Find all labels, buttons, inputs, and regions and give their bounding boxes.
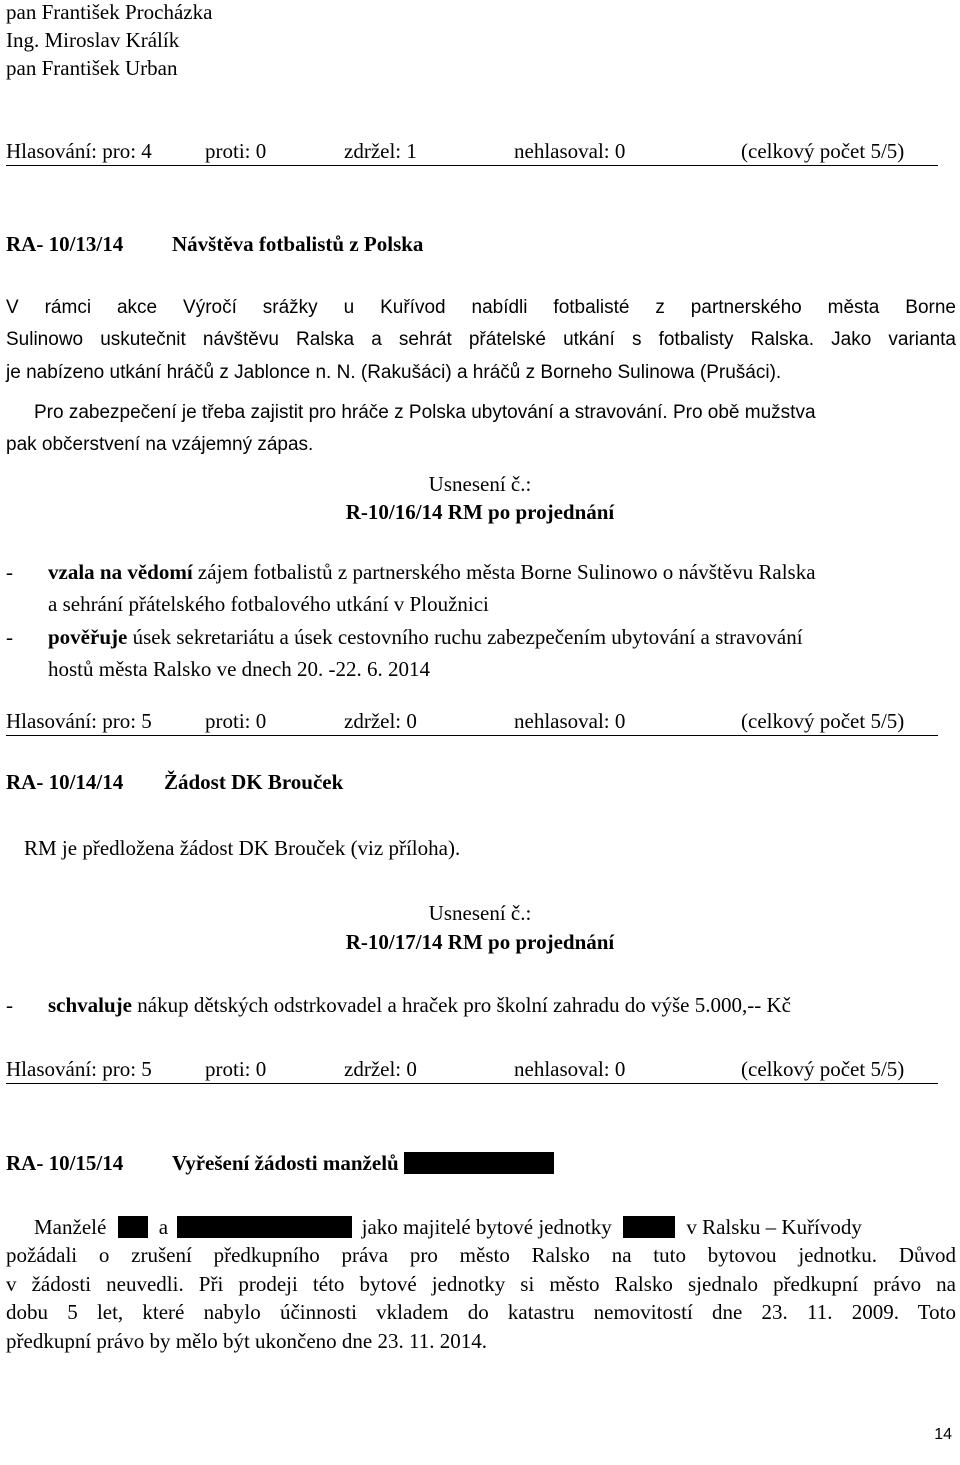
vote-line [6, 139, 938, 166]
vote-proti: proti: 0 [205, 1057, 267, 1081]
resolution-label: Usnesení č.: [428, 901, 532, 925]
paragraph-line: V rámci akce Výročí srážky u Kuřívod nabídli fotbalisté z partnerského města Borne [6, 297, 956, 318]
item-code: RA- 10/14/14 [6, 770, 124, 794]
paragraph-line: dobu 5 let, které nabylo účinnosti vkladem do katastru nemovitostí dne 23. 11. 2009. Toto [6, 1300, 956, 1324]
item-title [172, 1150, 554, 1176]
vote-nehlasoval: nehlasoval: 0 [514, 139, 626, 163]
redaction-block [118, 1216, 148, 1238]
paragraph-line: v žádosti neuvedli. Při prodeji této bytové jednotky si město Ralsko sjednalo předkupní právo na [6, 1272, 956, 1296]
vote-zdrzel: zdržel: 1 [344, 139, 417, 163]
text-segment: jako majitelé bytové jednotky [361, 1215, 612, 1239]
bullet-verb: schvaluje [48, 993, 132, 1017]
resolution-number: R-10/16/14 RM po projednání [345, 500, 615, 524]
vote-pro: Hlasování: pro: 5 [6, 1057, 152, 1081]
vote-proti: proti: 0 [205, 709, 267, 733]
resolution-label: Usnesení č.: [428, 472, 532, 496]
bullet-text-line2: a sehrání přátelského fotbalového utkání v Ploužnici [48, 592, 489, 616]
vote-pro: Hlasování: pro: 5 [6, 709, 152, 733]
bullet-text: zájem fotbalistů z partnerského města Borne Sulinowo o návštěvu Ralska [192, 560, 816, 584]
vote-line [6, 1057, 938, 1084]
paragraph-line: požádali o zrušení předkupního práva pro město Ralsko na tuto bytovou jednotku. Důvod [6, 1243, 956, 1267]
bullet-dash: - [6, 625, 13, 649]
attendee-3: pan František Urban [6, 56, 178, 80]
paragraph-line: Pro zabezpečení je třeba zajistit pro hráče z Polska ubytování a stravování. Pro obě mužstva [34, 402, 816, 423]
paragraph-line: je nabízeno utkání hráčů z Jablonce n. N. (Rakušáci) a hráčů z Borneho Sulinowa (Prušáci). [6, 362, 782, 383]
bullet-verb: vzala na vědomí [48, 560, 193, 584]
vote-celkem: (celkový počet 5/5) [741, 1057, 905, 1081]
paragraph-line [34, 1215, 862, 1239]
vote-proti: proti: 0 [205, 139, 267, 163]
item-heading [6, 231, 424, 257]
item-title: Návštěva fotbalistů z Polska [172, 232, 424, 256]
vote-nehlasoval: nehlasoval: 0 [514, 1057, 626, 1081]
vote-zdrzel: zdržel: 0 [344, 709, 417, 733]
paragraph-line: Sulinowo uskutečnit návštěvu Ralska a sehrát přátelské utkání s fotbalisty Ralska. Jako varianta [6, 329, 956, 350]
resolution-number: R-10/17/14 RM po projednání [345, 930, 615, 954]
bullet-dash: - [6, 560, 13, 584]
vote-pro: Hlasování: pro: 4 [6, 139, 152, 163]
vote-celkem: (celkový počet 5/5) [741, 139, 905, 163]
bullet-text: úsek sekretariátu a úsek cestovního ruchu zabezpečením ubytování a stravování [127, 625, 803, 649]
item-code: RA- 10/15/14 [6, 1151, 124, 1175]
page-number: 14 [934, 1426, 952, 1443]
item-code: RA- 10/13/14 [6, 232, 124, 256]
text-segment: a [158, 1215, 169, 1239]
paragraph-line: pak občerstvení na vzájemný zápas. [6, 434, 314, 455]
item-heading [6, 1150, 399, 1176]
item-title-text: Vyřešení žádosti manželů [172, 1151, 399, 1175]
redaction-block [404, 1152, 554, 1174]
item-title: Žádost DK Brouček [164, 770, 344, 794]
redaction-block [177, 1216, 352, 1238]
vote-zdrzel: zdržel: 0 [344, 1057, 417, 1081]
bullet-text: nákup dětských odstrkovadel a hraček pro školní zahradu do výše 5.000,-- Kč [132, 993, 791, 1017]
item-heading [6, 769, 344, 795]
bullet-text-line2: hostů města Ralsko ve dnech 20. -22. 6. 2014 [48, 657, 431, 681]
redaction-block [623, 1216, 675, 1238]
vote-line [6, 709, 938, 736]
text-segment: Manželé [34, 1215, 107, 1239]
vote-celkem: (celkový počet 5/5) [741, 709, 905, 733]
paragraph-line: předkupní právo by mělo být ukončeno dne 23. 11. 2014. [6, 1329, 487, 1353]
text-segment: v Ralsku – Kuřívody [686, 1215, 862, 1239]
attendee-1: pan František Procházka [6, 0, 213, 24]
bullet-verb: pověřuje [48, 625, 128, 649]
attendee-2: Ing. Miroslav Králík [6, 28, 180, 52]
vote-nehlasoval: nehlasoval: 0 [514, 709, 626, 733]
paragraph-line: RM je předložena žádost DK Brouček (viz příloha). [24, 836, 461, 860]
bullet-dash: - [6, 993, 13, 1017]
